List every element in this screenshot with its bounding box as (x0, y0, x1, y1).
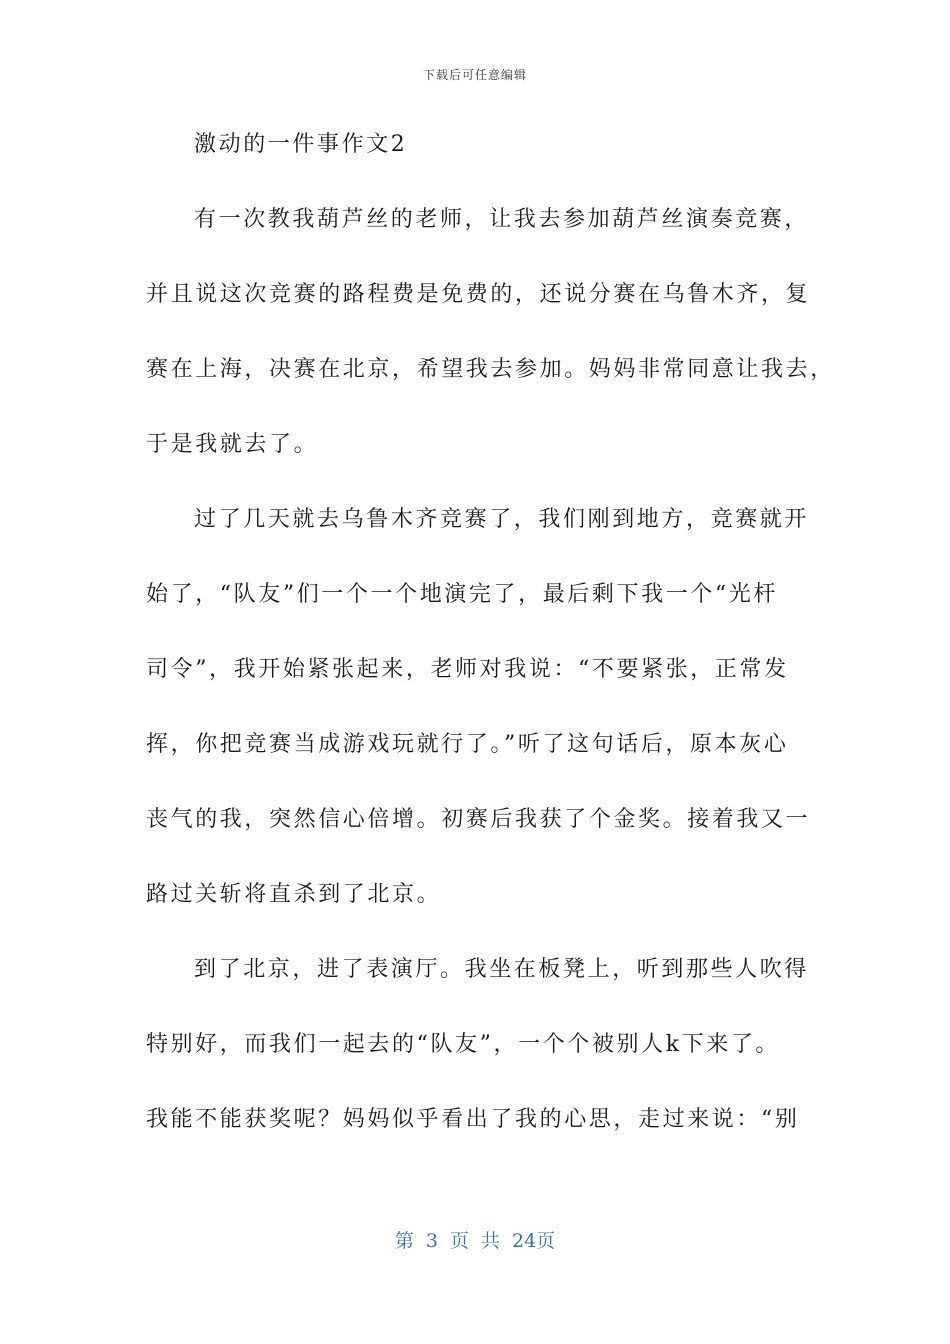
paragraph-line: 挥，你把竞赛当成游戏玩就行了。”听了这句话后，原本灰心 (146, 732, 789, 757)
page-mid: 页 共 (449, 1230, 500, 1252)
page-current: 3 (425, 1230, 438, 1252)
paragraph-line: 我能不能获奖呢？妈妈似乎看出了我的心思，走过来说：“别 (146, 1107, 800, 1132)
paragraph-line: 司令”，我开始紧张起来，老师对我说：“不要紧张，正常发 (146, 657, 789, 682)
paragraph-line: 有一次教我葫芦丝的老师，让我去参加葫芦丝演奏竞赛， (194, 207, 810, 232)
page-number-footer (0, 1226, 950, 1253)
paragraph-line: 过了几天就去乌鲁木齐竞赛了，我们刚到地方，竞赛就开 (194, 507, 810, 532)
paragraph-line: 并且说这次竞赛的路程费是免费的，还说分赛在乌鲁木齐，复 (146, 282, 811, 307)
paragraph-line: 于是我就去了。 (146, 432, 319, 457)
header-note: 下载后可任意编辑 (422, 68, 527, 82)
paragraph-line: 特别好，而我们一起去的“队友”，一个个被别人k下来了。 (146, 1032, 781, 1057)
document-body (146, 122, 835, 1172)
paragraph-line: 赛在上海，决赛在北京，希望我去参加。妈妈非常同意让我去， (146, 357, 835, 382)
paragraph-line: 到了北京，进了表演厅。我坐在板凳上，听到那些人吹得 (194, 957, 810, 982)
essay-title: 激动的一件事作文2 (194, 132, 408, 157)
paragraph-line: 路过关斩将直杀到了北京。 (146, 882, 442, 907)
paragraph-line: 始了，“队友”们一个一个地演完了，最后剩下我一个“光杆 (146, 582, 778, 607)
page-prefix: 第 (394, 1230, 414, 1252)
paragraph-line: 丧气的我，突然信心倍增。初赛后我获了个金奖。接着我又一 (146, 807, 811, 832)
page-total: 24页 (511, 1230, 556, 1252)
